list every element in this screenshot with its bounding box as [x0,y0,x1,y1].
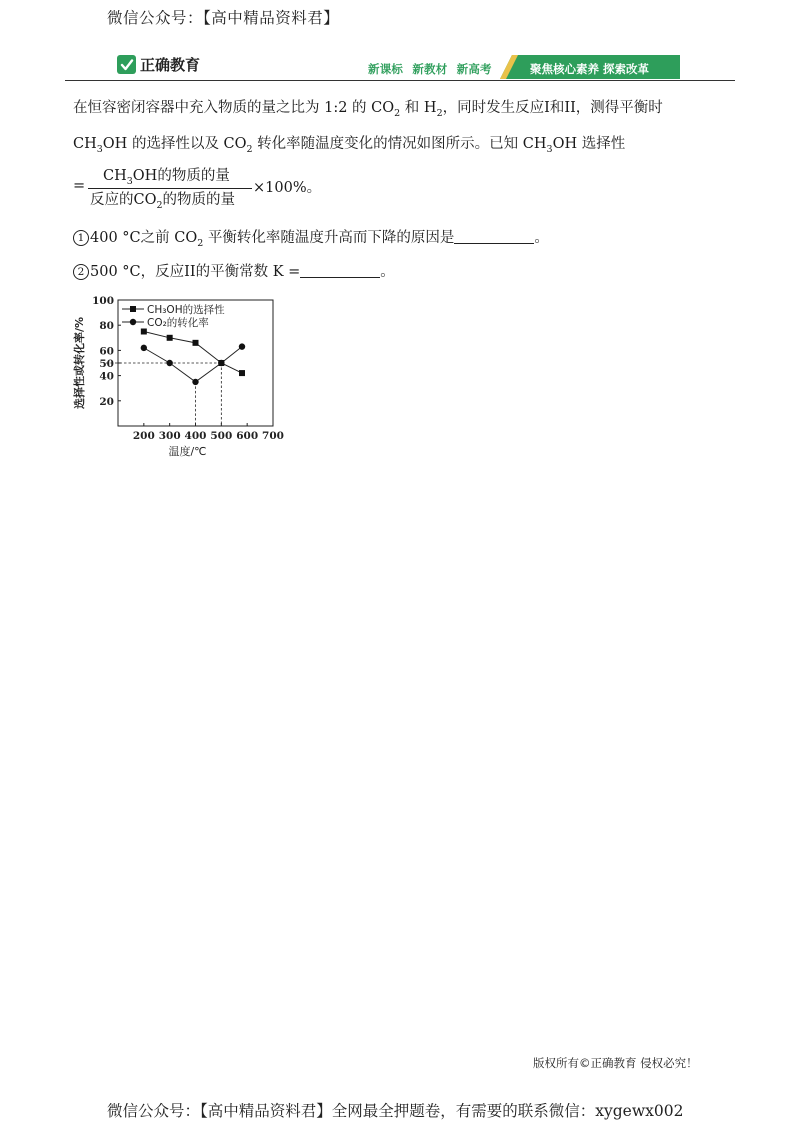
data-point-circle [218,360,224,366]
header-tags [368,61,497,77]
formula-tail: ×100%。 [253,180,322,196]
y-tick-label: 100 [92,295,114,307]
tag-item: 新课标 [368,62,404,76]
y-axis-label: 选择性或转化率/% [73,316,86,410]
y-tick-label: 80 [99,320,114,333]
header-divider [65,80,735,81]
x-axis-label: 温度/℃ [168,445,207,458]
question-line-2: $CH_3OH$ 的选择性以及 $CO_2$ 转化率随温度变化的情况如图所示。已知 $CH_3OH$ 选择性 [73,136,626,155]
x-tick-label: 400 [184,430,207,442]
answer-blank[interactable] [454,243,534,244]
y-tick-label: 60 [99,345,114,358]
x-tick-label: 200 [132,430,155,442]
tag-item: 新高考 [456,62,492,76]
data-point-circle [192,379,198,385]
circled-number: 2 [73,264,89,280]
x-tick-label: 500 [210,430,233,442]
circled-number: 1 [73,230,89,246]
x-tick-label: 700 [262,430,284,442]
y-tick-label: 40 [99,370,114,383]
checkmark-icon [117,55,136,74]
legend-label: CO₂的转化率 [147,317,209,329]
data-point-square [239,370,245,376]
data-point-square [141,329,147,335]
formula-numerator: $CH_3OH$的物质的量 [103,168,230,187]
sub-question-1: 1 400 °C之前 $CO_2$ 平衡转化率随温度升高而下降的原因是 。 [73,228,549,254]
answer-blank[interactable] [300,277,380,278]
data-point-circle [141,345,147,351]
x-tick-label: 300 [158,430,181,442]
x-tick-label: 600 [236,430,259,442]
y-tick-label: 50 [99,358,114,370]
series-line [144,332,242,374]
fraction-bar [88,188,252,189]
legend-label: CH₃OH的选择性 [147,304,225,316]
data-point-circle [239,343,245,349]
copyright-notice: 版权所有©正确教育 侵权必究！ [533,1056,698,1070]
data-point-circle [166,360,172,366]
selectivity-conversion-chart [68,290,293,470]
formula-denominator: 反应的$CO_2$的物质的量 [90,192,236,211]
data-point-square [193,340,199,346]
series-line [144,347,242,382]
logo-text: 正确教育 [140,56,201,74]
bottom-watermark: 微信公众号：【高中精品资料君】全网最全押题卷，有需要的联系微信：xygewx002 [107,1102,684,1120]
y-tick-label: 20 [99,395,114,408]
header-banner-text: 聚焦核心素养 探索改革 [530,62,650,76]
question-line-1: 在恒容密闭容器中充入物质的量之比为 1:2 的 $CO_2$ 和 $H_2$，同时发生反应I和II，测得平衡时 [73,100,663,119]
brand-logo [117,54,200,75]
sub-question-2: 2 500 °C，反应II的平衡常数 K = 。 [73,262,395,282]
legend-marker-square [130,306,136,312]
top-watermark: 微信公众号：【高中精品资料君】 [107,9,340,27]
tag-item: 新教材 [412,62,448,76]
data-point-square [167,335,173,341]
legend-marker-circle [130,319,136,325]
